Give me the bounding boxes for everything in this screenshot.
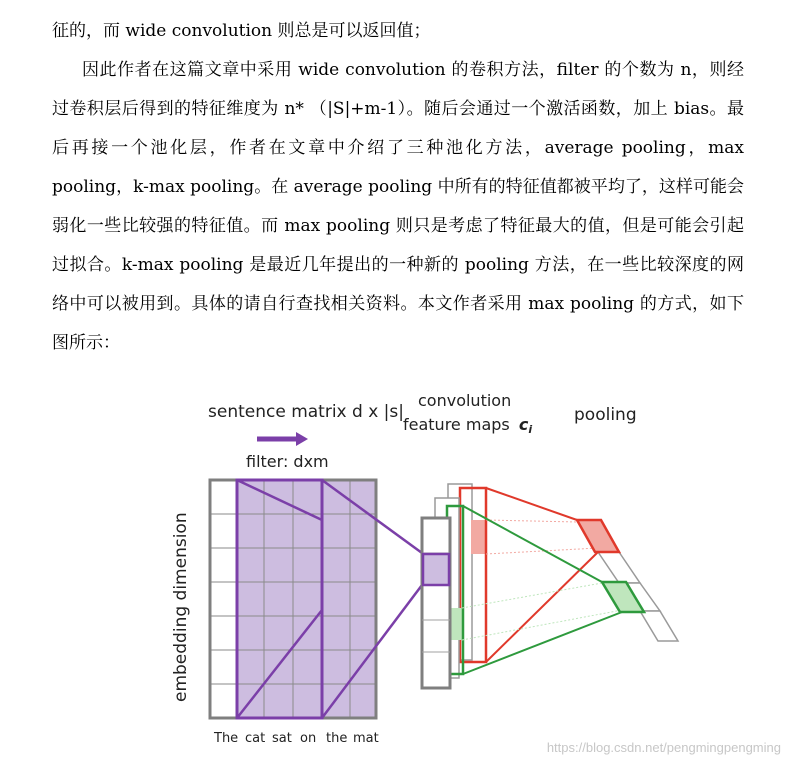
conv-label-line2: feature maps xyxy=(403,415,510,434)
conv-symbol: c xyxy=(518,415,529,434)
word-label: the xyxy=(326,731,348,746)
pooled-red-cell xyxy=(577,520,619,552)
filter-highlight xyxy=(237,480,377,718)
conv-subscript: i xyxy=(528,423,533,436)
right-arrow-icon xyxy=(257,432,308,446)
figure-svg xyxy=(150,380,791,763)
paragraph-1: 征的，而 wide convolution 则总是可以返回值； xyxy=(52,21,431,41)
watermark: https://blog.csdn.net/pengmingpengming xyxy=(546,740,781,755)
pooling-label: pooling xyxy=(574,405,637,425)
sentence-matrix-label: sentence matrix d x |s| xyxy=(208,402,404,422)
sentence-matrix xyxy=(210,480,377,718)
svg-text:feature maps ci xyxy=(403,415,532,436)
word-label: on xyxy=(300,731,317,746)
feature-map-front xyxy=(422,518,450,688)
word-label: sat xyxy=(272,731,292,746)
word-label: mat xyxy=(353,731,379,746)
paragraph-2: 因此作者在这篇文章中采用 wide convolution 的卷积方法，filter 的个数为 n，则经过卷积层后得到的特征维度为 n* （|S|+m-1）。随后会通过一个激活函数，加上 bias。最后再接一个池化层，作者在文章中介绍了三种池化方法，average pooling，max pooling，k-max pooling。在 average pooling 中所有的特征值都被平均了，这样可能会弱化一些比较强的特征值。而 max pooling 则只是考虑了特征最大的值，但是可能会引起过拟合。k-max pooling 是最近几年提出的一种新的 pooling 方法，在一些比较深度的网络中可以被用到。具体的请自行查找相关资料。本文作者采用 max pooling 的方式，如下图所示： xyxy=(52,60,744,353)
word-label: cat xyxy=(245,731,266,746)
word-label: The xyxy=(214,731,239,746)
conv-label-line1: convolution xyxy=(418,391,512,410)
conv-output-cell xyxy=(423,554,449,585)
cnn-pooling-figure xyxy=(150,380,791,763)
filter-label: filter: dxm xyxy=(246,452,329,471)
embedding-dimension-label: embedding dimension xyxy=(171,512,191,702)
